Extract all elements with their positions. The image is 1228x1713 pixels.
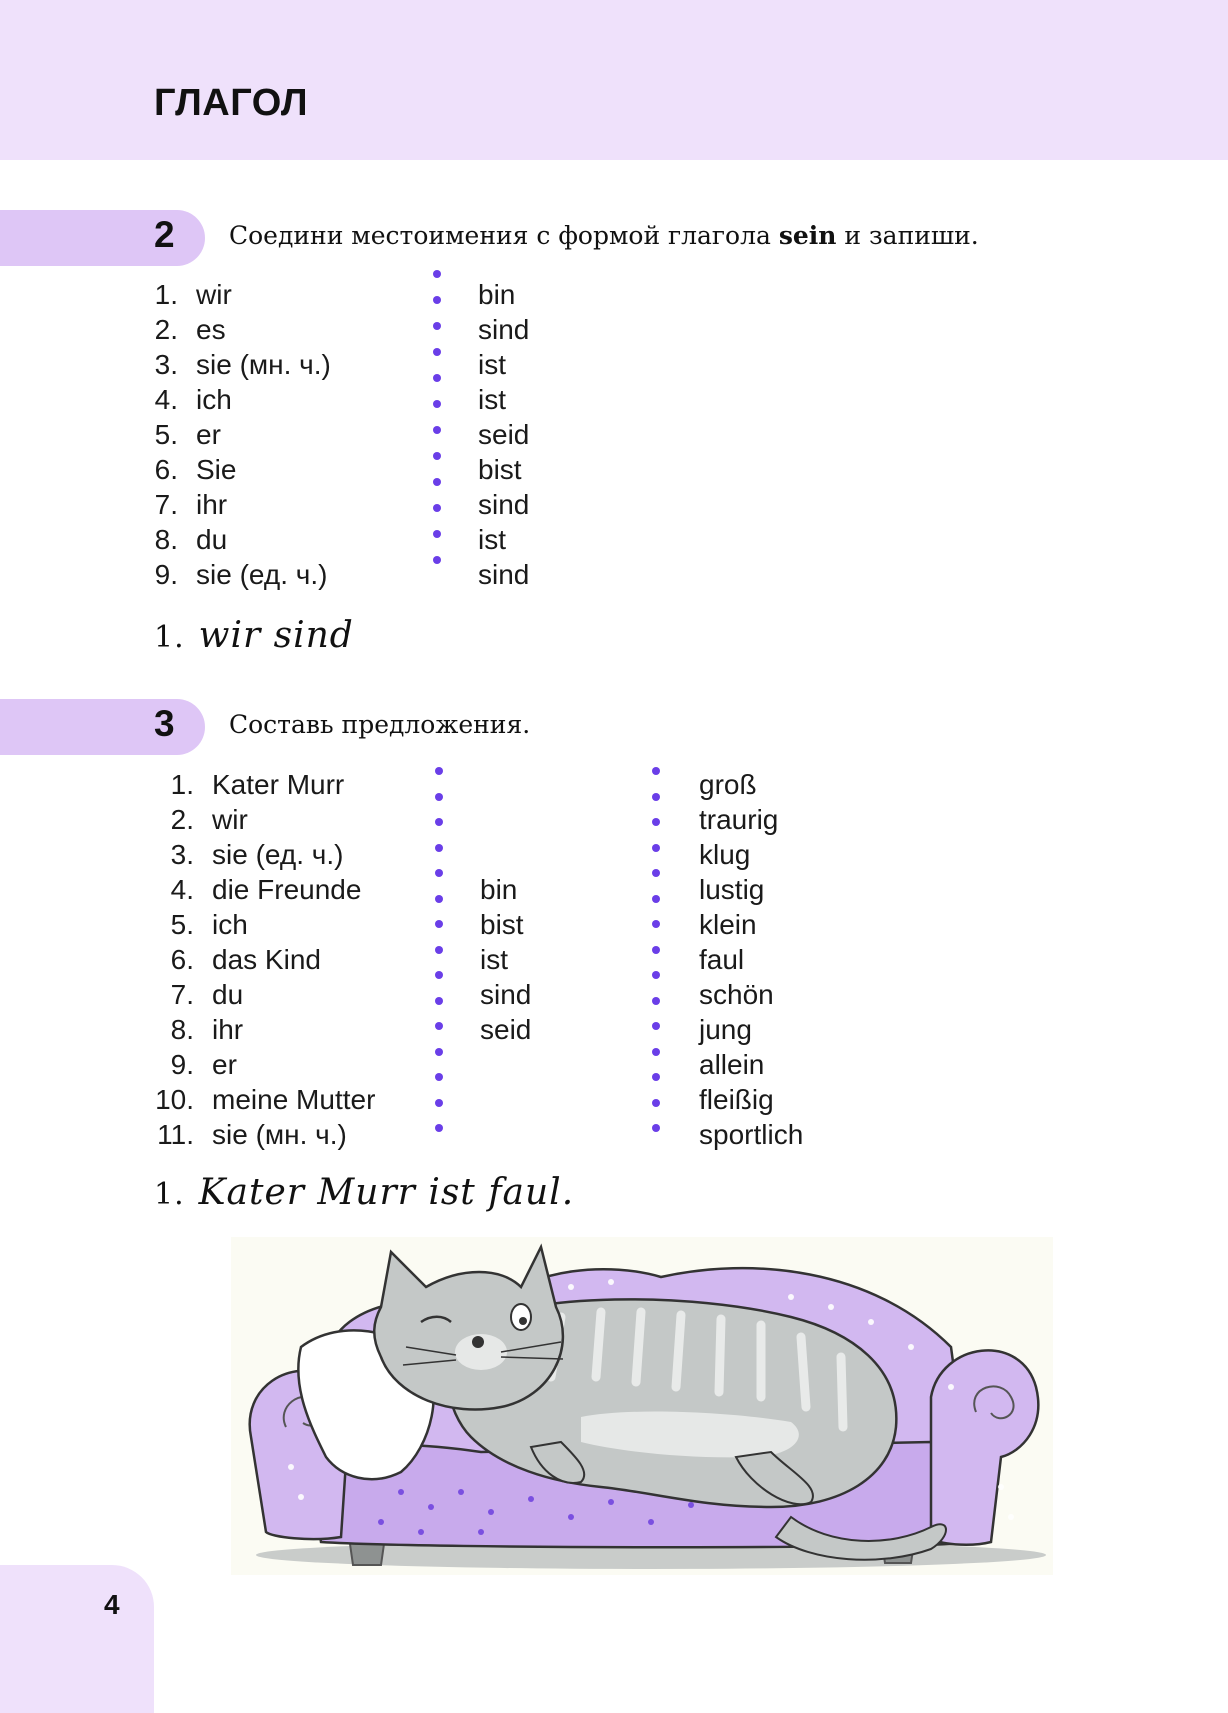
item-text: es <box>196 314 226 345</box>
connector-dot <box>433 322 441 330</box>
connector-dot <box>433 270 441 278</box>
item-text: du <box>212 979 244 1010</box>
item-text: Kater Murr <box>212 769 345 800</box>
list-item: sind <box>478 489 530 520</box>
connector-dot <box>435 818 443 826</box>
connector-dot <box>652 920 660 928</box>
list-item: ist <box>478 524 506 555</box>
connector-dots <box>429 270 449 600</box>
exercise-3-number: 3 <box>154 703 175 744</box>
list-item: schön <box>699 979 774 1010</box>
sample-answer-text: wir sind <box>198 615 354 656</box>
item-text: ihr <box>212 1014 244 1045</box>
item-number: 7. <box>154 489 178 520</box>
list-item <box>154 837 375 872</box>
list-item: traurig <box>699 804 779 835</box>
list-item: ist <box>480 944 508 975</box>
item-text: meine Mutter <box>212 1084 376 1115</box>
connector-dot <box>652 844 660 852</box>
item-text: sie (мн. ч.) <box>212 1119 347 1150</box>
list-item <box>154 872 375 907</box>
item-number: 10. <box>155 1084 194 1115</box>
list-item: bist <box>480 909 524 940</box>
connector-dot <box>435 946 443 954</box>
connector-dot <box>435 920 443 928</box>
connector-dot <box>652 946 660 954</box>
connector-dot <box>435 1022 443 1030</box>
list-item: groß <box>699 769 757 800</box>
list-item: lustig <box>699 874 765 905</box>
cat-on-sofa-illustration <box>231 1237 1053 1575</box>
item-text: er <box>196 419 221 450</box>
connector-dot <box>435 1124 443 1132</box>
list-item: bist <box>478 454 522 485</box>
item-number: 9. <box>170 1049 194 1080</box>
item-number: 7. <box>170 979 194 1010</box>
list-item <box>154 522 331 557</box>
connector-dot <box>433 452 441 460</box>
item-number: 6. <box>170 944 194 975</box>
item-number: 5. <box>170 909 194 940</box>
list-item <box>154 1117 375 1152</box>
exercise-2-number: 2 <box>154 214 175 255</box>
instruction-text: Соедини местоимения с формой глагола <box>229 221 779 250</box>
item-text: wir <box>212 804 248 835</box>
list-item: ist <box>478 349 506 380</box>
list-item <box>154 382 331 417</box>
item-number: 1. <box>170 769 194 800</box>
item-text: das Kind <box>212 944 321 975</box>
list-item: sportlich <box>699 1119 804 1150</box>
connector-dot <box>435 869 443 877</box>
item-text: ich <box>196 384 232 415</box>
connector-dot <box>652 793 660 801</box>
connector-dot <box>433 426 441 434</box>
connector-dot <box>652 1048 660 1056</box>
item-text: wir <box>196 279 232 310</box>
connector-dot <box>433 530 441 538</box>
connector-dot <box>435 767 443 775</box>
connector-dot <box>652 1124 660 1132</box>
instruction-keyword: sein <box>778 221 837 250</box>
connector-dot <box>435 793 443 801</box>
item-number: 4. <box>154 384 178 415</box>
pronoun-list <box>154 277 331 592</box>
list-item <box>154 907 375 942</box>
item-text: du <box>196 524 228 555</box>
sample-answer-text: Kater Murr ist faul. <box>198 1172 575 1213</box>
list-item: sind <box>478 559 530 590</box>
verb-list <box>480 872 531 1047</box>
adjective-list <box>699 767 803 1152</box>
list-item <box>154 1012 375 1047</box>
connector-dot <box>433 374 441 382</box>
list-item <box>154 977 375 1012</box>
connector-dots-right <box>648 767 668 1167</box>
list-item <box>154 277 331 312</box>
page-corner <box>0 1565 154 1713</box>
sample-answer-number: 1. <box>154 620 185 655</box>
subject-list <box>154 767 375 1152</box>
item-number: 6. <box>154 454 178 485</box>
list-item: jung <box>699 1014 752 1045</box>
item-text: sie (ед. ч.) <box>196 559 328 590</box>
connector-dot <box>433 296 441 304</box>
connector-dot <box>652 971 660 979</box>
item-text: sie (ед. ч.) <box>212 839 344 870</box>
list-item: klug <box>699 839 751 870</box>
list-item <box>154 312 331 347</box>
page-number: 4 <box>104 1589 120 1620</box>
item-number: 11. <box>157 1119 194 1150</box>
cat-open-eye <box>511 1304 531 1330</box>
item-number: 2. <box>170 804 194 835</box>
connector-dot <box>435 844 443 852</box>
list-item <box>154 417 331 452</box>
list-item <box>154 347 331 382</box>
list-item <box>154 557 331 592</box>
list-item: sind <box>480 979 532 1010</box>
list-item: fleißig <box>699 1084 774 1115</box>
connector-dot <box>652 1099 660 1107</box>
list-item: allein <box>699 1049 765 1080</box>
list-item: bin <box>480 874 518 905</box>
connector-dot <box>435 1048 443 1056</box>
page-title: ГЛАГОЛ <box>154 82 309 124</box>
verb-form-list <box>478 277 529 592</box>
sample-answer-2 <box>154 615 354 656</box>
item-text: ihr <box>196 489 228 520</box>
connector-dots-left <box>431 767 451 1167</box>
list-item <box>154 802 375 837</box>
list-item: bin <box>478 279 516 310</box>
header-band <box>0 0 1228 160</box>
list-item: sind <box>478 314 530 345</box>
list-item: faul <box>699 944 745 975</box>
item-number: 3. <box>154 349 178 380</box>
exercise-2-instruction <box>229 221 979 250</box>
item-number: 3. <box>170 839 194 870</box>
cat-nose <box>472 1336 484 1348</box>
list-item: ist <box>478 384 506 415</box>
connector-dot <box>652 895 660 903</box>
instruction-text-end: и запиши. <box>836 221 979 250</box>
list-item <box>154 1082 375 1117</box>
list-item <box>154 767 375 802</box>
list-item <box>154 452 331 487</box>
sample-answer-number: 1. <box>154 1177 185 1212</box>
item-text: Sie <box>196 454 237 485</box>
list-item: seid <box>480 1014 532 1045</box>
connector-dot <box>435 1073 443 1081</box>
connector-dot <box>435 1099 443 1107</box>
exercise-3-instruction: Составь предложения. <box>229 710 531 739</box>
connector-dot <box>652 818 660 826</box>
list-item: seid <box>478 419 530 450</box>
list-item <box>154 487 331 522</box>
item-text: ich <box>212 909 248 940</box>
connector-dot <box>435 971 443 979</box>
connector-dot <box>433 478 441 486</box>
connector-dot <box>652 997 660 1005</box>
cat-head <box>374 1247 563 1410</box>
connector-dot <box>433 556 441 564</box>
item-number: 5. <box>154 419 178 450</box>
item-number: 8. <box>170 1014 194 1045</box>
item-number: 9. <box>154 559 178 590</box>
connector-dot <box>433 348 441 356</box>
list-item <box>154 942 375 977</box>
item-text: er <box>212 1049 237 1080</box>
connector-dot <box>652 767 660 775</box>
sample-answer-3 <box>154 1172 574 1213</box>
cat-pupil <box>519 1317 527 1325</box>
list-item <box>154 1047 375 1082</box>
item-text: sie (мн. ч.) <box>196 349 331 380</box>
item-number: 2. <box>154 314 178 345</box>
connector-dot <box>435 895 443 903</box>
item-number: 4. <box>170 874 194 905</box>
connector-dot <box>652 869 660 877</box>
item-text: die Freunde <box>212 874 362 905</box>
item-number: 1. <box>154 279 178 310</box>
connector-dot <box>433 400 441 408</box>
connector-dot <box>652 1022 660 1030</box>
connector-dot <box>435 997 443 1005</box>
list-item: klein <box>699 909 757 940</box>
connector-dot <box>433 504 441 512</box>
item-number: 8. <box>154 524 178 555</box>
connector-dot <box>652 1073 660 1081</box>
